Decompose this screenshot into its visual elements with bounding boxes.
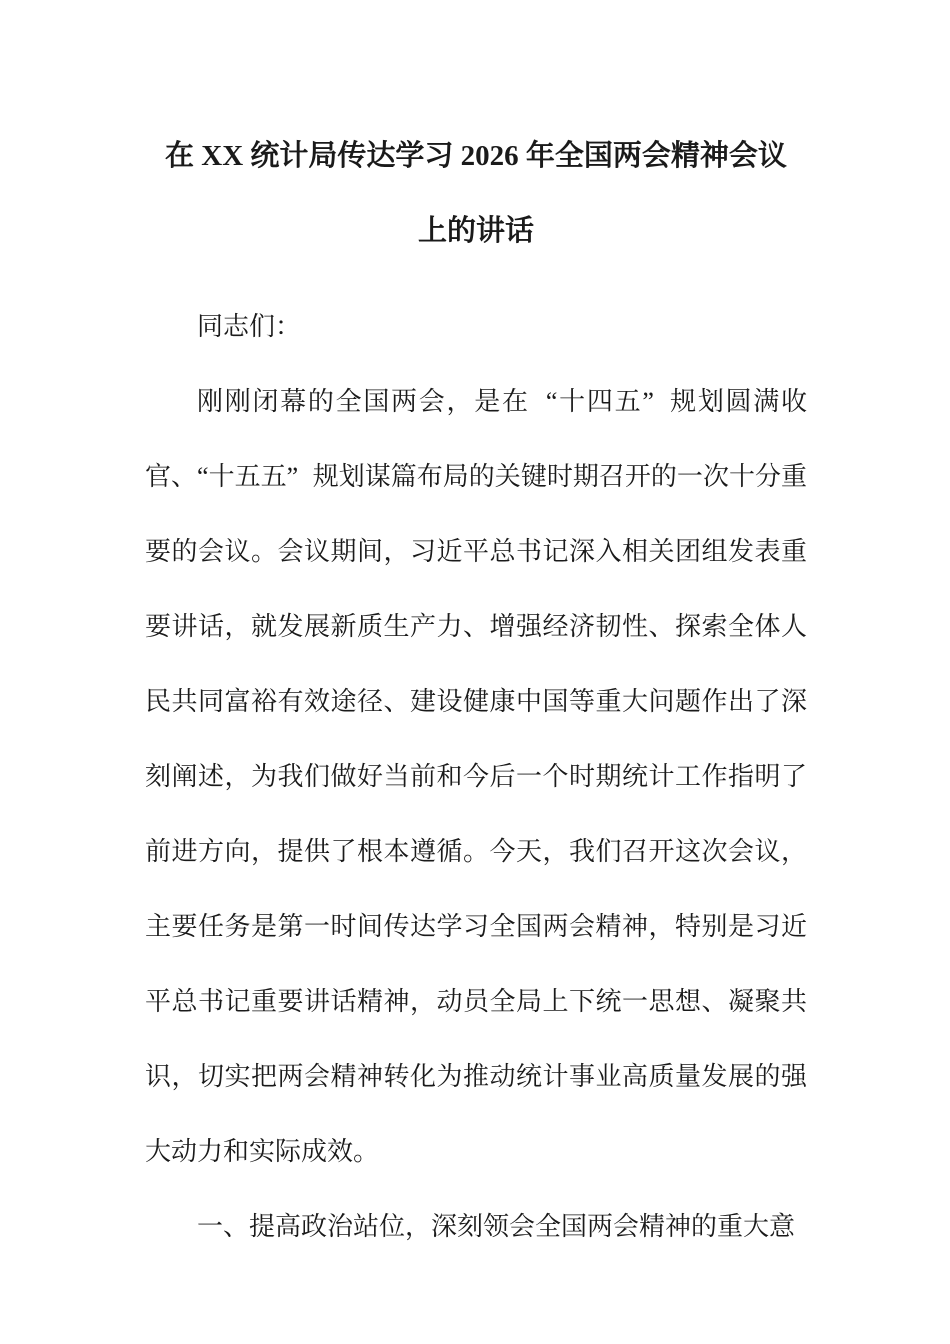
salutation: 同志们：: [197, 311, 302, 341]
document-title-line-1: 在 XX 统计局传达学习 2026 年全国两会精神会议: [165, 140, 787, 173]
body-paragraph: 刚刚闭幕的全国两会，是在 “十四五” 规划圆满收官、“十五五” 规划谋篇布局的关键时期召开的一次十分重要的会议。会议期间，习近平总书记深入相关团组发表重要讲话，就发展新质生产力、增强经济韧性、探索全体人民共同富裕有效途径、建设健康中国等重大问题作出了深刻阐述，为我们做好当前和今后一个时期统计工作指明了前进方向，提供了根本遵循。今天，我们召开这次会议，主要任务是第一时间传达学习全国两会精神，特别是习近平总书记重要讲话精神，动员全局上下统一思想、凝聚共识，切实把两会精神转化为推动统计事业高质量发展的强大动力和实际成效。: [145, 386, 807, 1166]
section-heading: 一、提高政治站位，深刻领会全国两会精神的重大意: [197, 1211, 796, 1241]
document-title-line-2: 上的讲话: [417, 215, 534, 248]
document-title: [145, 119, 807, 269]
